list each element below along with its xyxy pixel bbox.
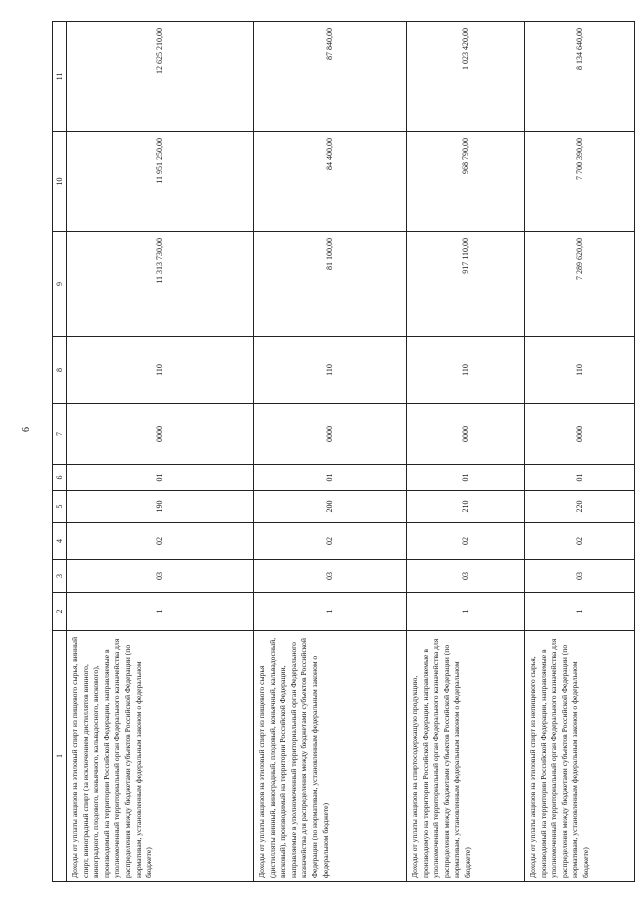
code-cell: 200	[254, 491, 407, 523]
table-row	[525, 22, 635, 882]
header-cell: 8	[53, 337, 67, 404]
code-cell: 03	[254, 560, 407, 593]
code-cell: 1	[254, 593, 407, 631]
code-cell: 110	[407, 337, 525, 404]
code-cell: 02	[525, 523, 635, 560]
revenue-table	[52, 21, 635, 882]
header-cell: 6	[53, 465, 67, 491]
code-cell: 0000	[67, 404, 254, 465]
code-cell: 1	[525, 593, 635, 631]
code-cell: 110	[525, 337, 635, 404]
amount-cell: 968 790,00	[407, 132, 525, 232]
code-cell: 220	[525, 491, 635, 523]
code-cell: 02	[67, 523, 254, 560]
header-cell: 1	[53, 631, 67, 882]
amount-cell: 81 100,00	[254, 232, 407, 337]
header-cell: 10	[53, 132, 67, 232]
code-cell: 0000	[254, 404, 407, 465]
row-description: Доходы от уплаты акцизов на этиловый спирт из пищевого сырья, винный спирт, виноградный спирт (за исключением дистиллятов винного, виноградного, плодового, коньячного, кальвадосного, вискового), производимый на территории Российской Федерации, направляемые в уполномоченный территориальный орган Федерального казначейства для распределения между бюджетами субъектов Российской Федерации (по нормативам, установленным федеральным законом о федеральном бюджете)	[67, 631, 254, 882]
code-cell: 110	[254, 337, 407, 404]
code-cell: 03	[67, 560, 254, 593]
header-row	[53, 22, 67, 882]
code-cell: 1	[407, 593, 525, 631]
document-sheet	[52, 22, 620, 882]
row-description: Доходы от уплаты акцизов на этиловый спирт из пищевого сырья (дистилляты винный, виноградный, плодовый, коньячный, кальвадосный, висковый), производимый на территории Российской Федерации, направляемые в уполномоченный территориальный орган Федерального казначейства для распределения между бюджетами субъектов Российской Федерации (по нормативам, установленным федеральным законом о федеральном бюджете)	[254, 631, 407, 882]
amount-cell: 7 289 620,00	[525, 232, 635, 337]
header-cell: 11	[53, 22, 67, 132]
code-cell: 0000	[407, 404, 525, 465]
code-cell: 110	[67, 337, 254, 404]
code-cell: 1	[67, 593, 254, 631]
code-cell: 01	[525, 465, 635, 491]
header-cell: 5	[53, 491, 67, 523]
amount-cell: 11 951 250,00	[67, 132, 254, 232]
code-cell: 01	[67, 465, 254, 491]
code-cell: 0000	[525, 404, 635, 465]
amount-cell: 12 625 210,00	[67, 22, 254, 132]
code-cell: 210	[407, 491, 525, 523]
code-cell: 03	[525, 560, 635, 593]
row-description: Доходы от уплаты акцизов на этиловый спирт из непищевого сырья, производимый на территории Российской Федерации, направляемые в уполномоченный территориальный орган Федерального казначейства для распределения между бюджетами субъектов Российской Федерации (по нормативам, установленным федеральным законом о федеральном бюджете)	[525, 631, 635, 882]
header-cell: 2	[53, 593, 67, 631]
table-row	[67, 22, 254, 882]
rotated-table-frame	[52, 22, 620, 882]
code-cell: 02	[254, 523, 407, 560]
amount-cell: 1 023 420,00	[407, 22, 525, 132]
row-description: Доходы от уплаты акцизов на спиртосодержащую продукцию, производимую на территории Российской Федерации, направляемые в уполномоченный территориальный орган Федерального казначейства для распределения между бюджетами субъектов Российской Федерации (по нормативам, установленным федеральным законом о федеральном бюджете)	[407, 631, 525, 882]
code-cell: 01	[254, 465, 407, 491]
table-row	[407, 22, 525, 882]
header-cell: 4	[53, 523, 67, 560]
table-row	[254, 22, 407, 882]
amount-cell: 7 700 390,00	[525, 132, 635, 232]
amount-cell: 84 400,00	[254, 132, 407, 232]
header-cell: 3	[53, 560, 67, 593]
header-cell: 7	[53, 404, 67, 465]
code-cell: 03	[407, 560, 525, 593]
code-cell: 02	[407, 523, 525, 560]
amount-cell: 917 110,00	[407, 232, 525, 337]
code-cell: 190	[67, 491, 254, 523]
amount-cell: 87 840,00	[254, 22, 407, 132]
amount-cell: 11 313 730,00	[67, 232, 254, 337]
header-cell: 9	[53, 232, 67, 337]
code-cell: 01	[407, 465, 525, 491]
page-number: 6	[21, 427, 32, 432]
amount-cell: 8 134 640,00	[525, 22, 635, 132]
